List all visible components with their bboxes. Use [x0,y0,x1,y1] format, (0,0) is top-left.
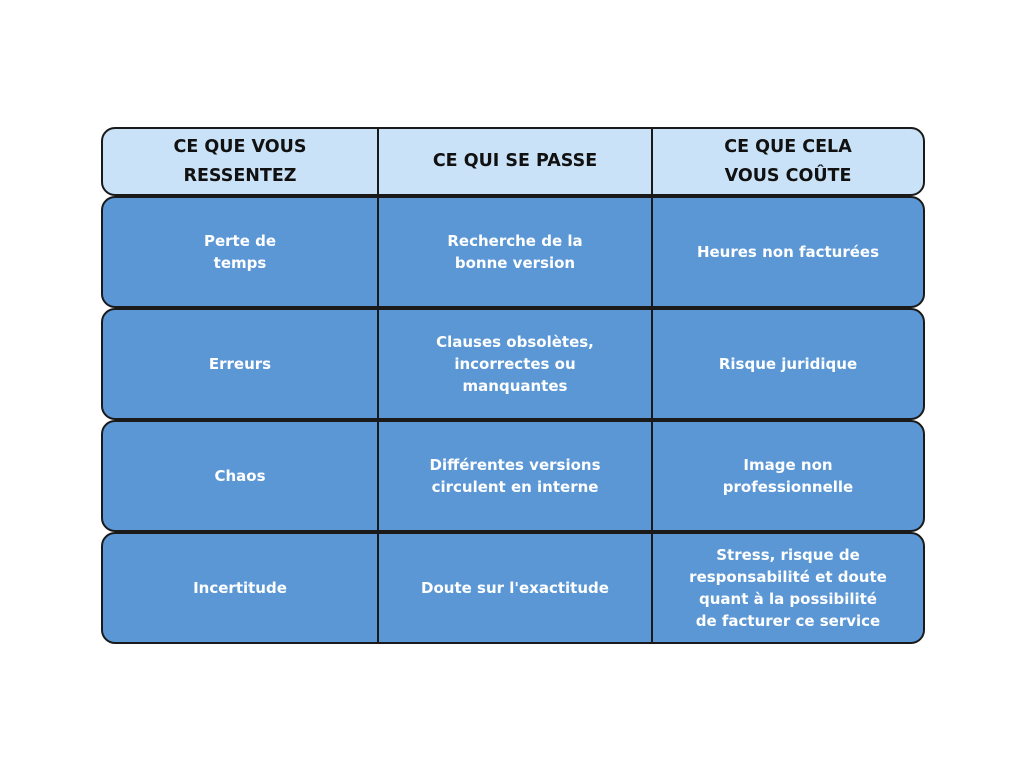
table-cell [377,198,651,306]
header-label: CE QUI SE PASSE [432,151,598,171]
table-row [101,308,925,420]
table-cell [651,310,923,418]
header-cell-what-happens [377,129,651,194]
table-cell [377,422,651,530]
cell-text: Différentes versions circulent en interne [429,456,601,496]
cell-text: Chaos [214,467,266,485]
cell-text: Incertitude [193,579,287,597]
cell-text: Perte de temps [203,232,277,272]
table-row [101,196,925,308]
header-label: CE QUE VOUS RESSENTEZ [173,136,307,186]
cell-text: Stress, risque de responsabilité et doute quant à la possibilité de facturer ce service [689,546,887,630]
table-cell [103,534,377,642]
table-cell [103,198,377,306]
table-row [101,532,925,644]
header-cell-feeling [103,129,377,194]
cell-text: Recherche de la bonne version [447,232,583,272]
table-cell [103,422,377,530]
cell-text: Risque juridique [718,355,858,373]
cell-text: Clauses obsolètes, incorrectes ou manquantes [436,333,594,395]
cell-text: Erreurs [208,355,272,373]
table-cell [651,422,923,530]
cost-table [101,127,925,644]
header-label: CE QUE CELA VOUS COÛTE [724,136,852,186]
table-header [101,127,925,196]
table-cell [377,534,651,642]
table-row [101,420,925,532]
cell-text: Heures non facturées [696,243,880,261]
header-cell-cost [651,129,923,194]
table-cell [377,310,651,418]
table-cell [103,310,377,418]
cell-text: Image non professionnelle [722,456,854,496]
table-cell [651,198,923,306]
table-cell [651,534,923,642]
cell-text: Doute sur l'exactitude [421,579,609,597]
